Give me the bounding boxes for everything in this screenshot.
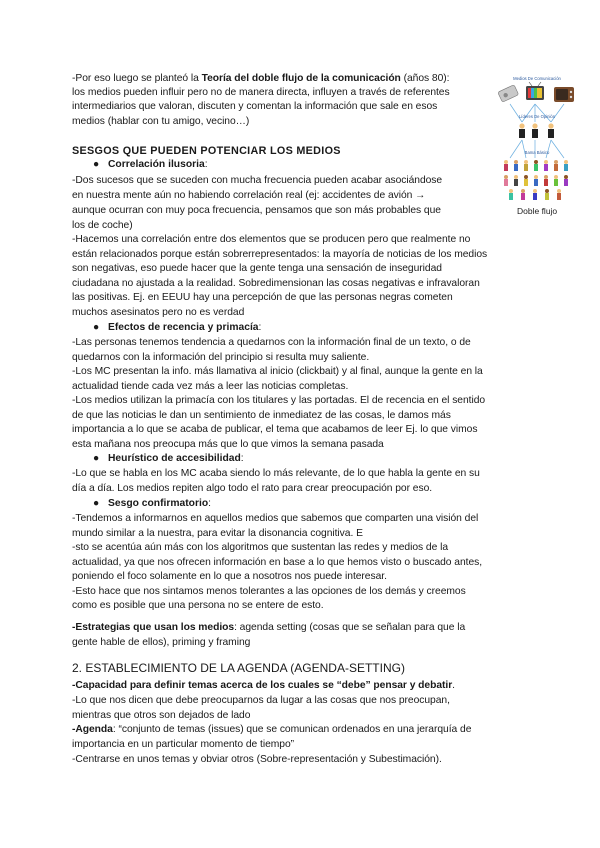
b4-line: mundo similar a la nuestra, para evitar la disonancia cognitiva. E bbox=[72, 528, 363, 539]
top-label: Medios De Comunicación bbox=[513, 76, 561, 81]
strategies-line-2: gente hable de ellos), priming y framing bbox=[72, 637, 251, 648]
b1-line: son negativas, eso puede hacer que la gente tenga una sensación de inseguridad bbox=[72, 263, 442, 274]
strategies-line-1: -Estrategias que usan los medios: agenda setting (cosas que se señalan para que la bbox=[72, 622, 466, 633]
agenda-line-5: importancia en un particular momento de tiempo” bbox=[72, 739, 295, 750]
intro-line-4: medios (hablar con tu amigo, vecino…) bbox=[72, 116, 250, 127]
bullet-3-title: Heurístico de accesibilidad: bbox=[108, 453, 244, 464]
flow-arrows-bottom bbox=[510, 140, 564, 158]
double-flow-diagram bbox=[496, 74, 578, 206]
b4-line: -sto se acentúa aún más con los algoritmos que sustentan las redes y medios de la bbox=[72, 542, 449, 553]
agenda-line-2: -Lo que nos dicen que debe preocuparnos da lugar a las cosas que nos preocupan, bbox=[72, 695, 450, 706]
b1-line: aunque ocurran con muy poca frecuencia, pensamos que son más probables que bbox=[72, 205, 441, 216]
b1-line: ciudadana no ajustada a la realidad. Sobredimensionan las cosas negativas e infravaloran bbox=[72, 278, 480, 289]
bullet-4-title: Sesgo confirmatorio: bbox=[108, 498, 211, 509]
agenda-line-4: -Agenda: “conjunto de temas (issues) que se comunican ordenados en una jerarquía de bbox=[72, 724, 472, 735]
bullet-2-title: Efectos de recencia y primacía: bbox=[108, 322, 262, 333]
bullet-1-marker: ● bbox=[93, 159, 100, 170]
b2-line: -Los MC presentan la info. más llamativa al inicio (clickbait) y al final, aunque la gente en la bbox=[72, 366, 483, 377]
b1-line: las positivas. Ej. en EEUU hay una percepción de que las personas negras cometen bbox=[72, 292, 453, 303]
b4-line: como es posible que una persona no se entere de esto. bbox=[72, 600, 324, 611]
bullet-2-marker: ● bbox=[93, 322, 100, 333]
opinion-leaders-icon bbox=[519, 123, 554, 138]
figure-caption: Doble flujo bbox=[517, 206, 558, 216]
double-flow-figure bbox=[496, 74, 578, 224]
public-icon bbox=[504, 160, 568, 200]
b2-line: importancia a lo que se acaba de publicar, el tema que acabamos de leer Ej. lo que vimos bbox=[72, 424, 478, 435]
b2-line: -Las personas tenemos tendencia a quedarnos con la información final de un texto, o de bbox=[72, 337, 471, 348]
b4-line: -Esto hace que nos sintamos menos tolerantes a las opciones de los demás y creemos bbox=[72, 586, 466, 597]
flow-arrows-top bbox=[510, 104, 564, 122]
mid-label: Líderes De Opinión bbox=[518, 114, 556, 119]
tv-icon bbox=[526, 82, 544, 100]
old-tv-icon bbox=[554, 87, 574, 102]
b3-line: -Lo que se habla en los MC acaba siendo lo más relevante, de lo que habla la gente en su bbox=[72, 468, 480, 479]
b2-line: de que las noticias le dan un sentimiento de inmediatez de las cosas, le damos más bbox=[72, 410, 451, 421]
b2-line: esta mañana nos preocupa más que lo que vimos la semana pasada bbox=[72, 439, 384, 450]
b1-line: están relacionados porque están sobrerrepresentados: la mayoría de noticias de los medios bbox=[72, 249, 488, 260]
b1-line: -Dos sucesos que se suceden con mucha frecuencia pueden acabar asociándose bbox=[72, 175, 443, 186]
b1-line: -Hacemos una correlación entre dos elementos que se producen pero que realmente no bbox=[72, 234, 471, 245]
b1-line: los de coche) bbox=[72, 220, 133, 231]
bullet-4-marker: ● bbox=[93, 498, 100, 509]
b2-line: quedarnos con la información del principio si resulta muy saliente. bbox=[72, 352, 370, 363]
b2-line: actualidad tiende cada vez más a leer las noticias completas. bbox=[72, 381, 349, 392]
bullet-3-marker: ● bbox=[93, 453, 100, 464]
bottom-label: Bama Básico bbox=[524, 150, 550, 155]
bullet-1-title: Correlación ilusoria: bbox=[108, 159, 208, 170]
intro-line-3: intermediarios que valoran, discuten y comentan la información que sale en esos bbox=[72, 101, 438, 112]
b2-line: -Los medios utilizan la primacía con los titulares y las portadas. El de recencia en el sentido bbox=[72, 395, 486, 406]
b4-line: actualidad, ya que nos ofrecen información en base a lo que hemos visto o buscado antes, bbox=[72, 557, 483, 568]
b1-line: muchos asesinatos pero no es verdad bbox=[72, 307, 245, 318]
agenda-section-title: 2. ESTABLECIMIENTO DE LA AGENDA (AGENDA-SETTING) bbox=[72, 661, 405, 675]
b4-line: -Tendemos a informarnos en aquellos medios que sabemos que comparten una visión del bbox=[72, 513, 479, 524]
biases-heading: SESGOS QUE PUEDEN POTENCIAR LOS MEDIOS bbox=[72, 145, 341, 157]
agenda-line-3: mientras que otros son dejados de lado bbox=[72, 710, 251, 721]
b4-line: poniendo el foco solamente en lo que a nosotros nos puede interesar. bbox=[72, 571, 387, 582]
agenda-line-1: -Capacidad para definir temas acerca de los cuales se “debe” pensar y debatir. bbox=[72, 680, 455, 691]
b1-line: en nuestra mente aún no habiendo correlación real (ej: accidentes de avión → bbox=[72, 190, 426, 201]
intro-line-1: -Por eso luego se planteó la Teoría del doble flujo de la comunicación (años 80): bbox=[72, 73, 450, 84]
b3-line: día a día. Los medios repiten algo todo el rato para crear preocupación por eso. bbox=[72, 483, 433, 494]
radio-icon bbox=[498, 85, 519, 103]
intro-line-2: los medios pueden influir pero no de manera directa, influyen a través de referentes bbox=[72, 87, 450, 98]
agenda-line-6: -Centrarse en unos temas y obviar otros (Sobre-representación y Subestimación). bbox=[72, 754, 442, 765]
